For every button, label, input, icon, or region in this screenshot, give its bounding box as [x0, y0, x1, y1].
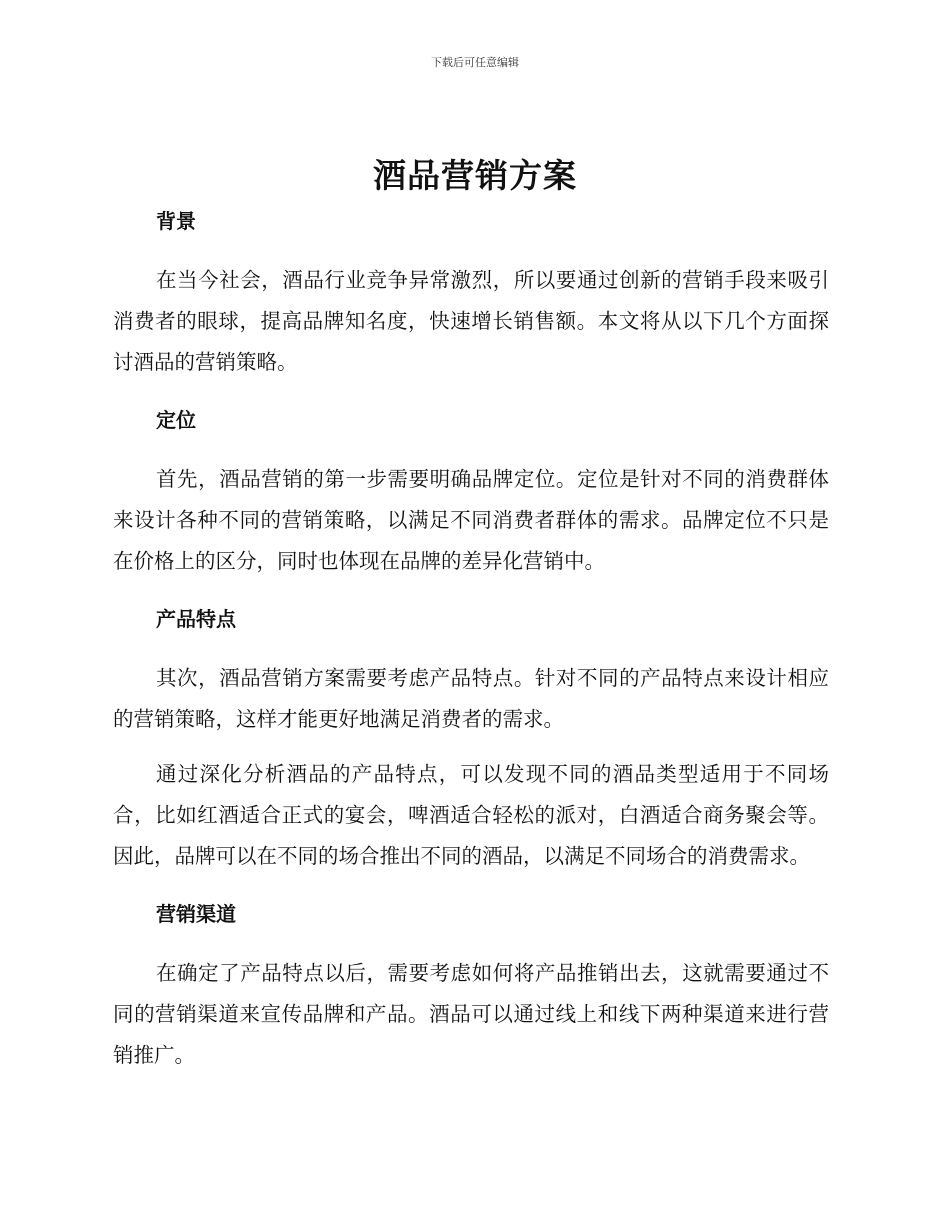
section-heading-positioning: 定位 [156, 408, 196, 432]
section-heading-marketing-channels: 营销渠道 [156, 902, 236, 926]
paragraph-product-features-1: 其次，酒品营销方案需要考虑产品特点。针对不同的产品特点来设计相应的营销策略，这样才能更好地满足消费者的需求。 [113, 666, 829, 731]
paragraph-marketing-channels: 在确定了产品特点以后，需要考虑如何将产品推销出去，这就需要通过不同的营销渠道来宣传品牌和产品。酒品可以通过线上和线下两种渠道来进行营销推广。 [113, 961, 829, 1067]
paragraph-product-features-2: 通过深化分析酒品的产品特点，可以发现不同的酒品类型适用于不同场合，比如红酒适合正式的宴会，啤酒适合轻松的派对，白酒适合商务聚会等。因此，品牌可以在不同的场合推出不同的酒品，以满足不同场合的消费需求。 [113, 762, 829, 868]
section-heading-product-features: 产品特点 [156, 607, 236, 631]
paragraph-background: 在当今社会，酒品行业竞争异常激烈，所以要通过创新的营销手段来吸引消费者的眼球，提高品牌知名度，快速增长销售额。本文将从以下几个方面探讨酒品的营销策略。 [113, 268, 829, 374]
document-body [113, 204, 829, 1076]
document-title: 酒品营销方案 [373, 156, 577, 195]
page-header-note: 下载后可任意编辑 [431, 56, 519, 69]
paragraph-positioning: 首先，酒品营销的第一步需要明确品牌定位。定位是针对不同的消费群体来设计各种不同的营销策略，以满足不同消费者群体的需求。品牌定位不只是在价格上的区分，同时也体现在品牌的差异化营销中。 [113, 467, 829, 573]
section-heading-background: 背景 [156, 209, 196, 233]
